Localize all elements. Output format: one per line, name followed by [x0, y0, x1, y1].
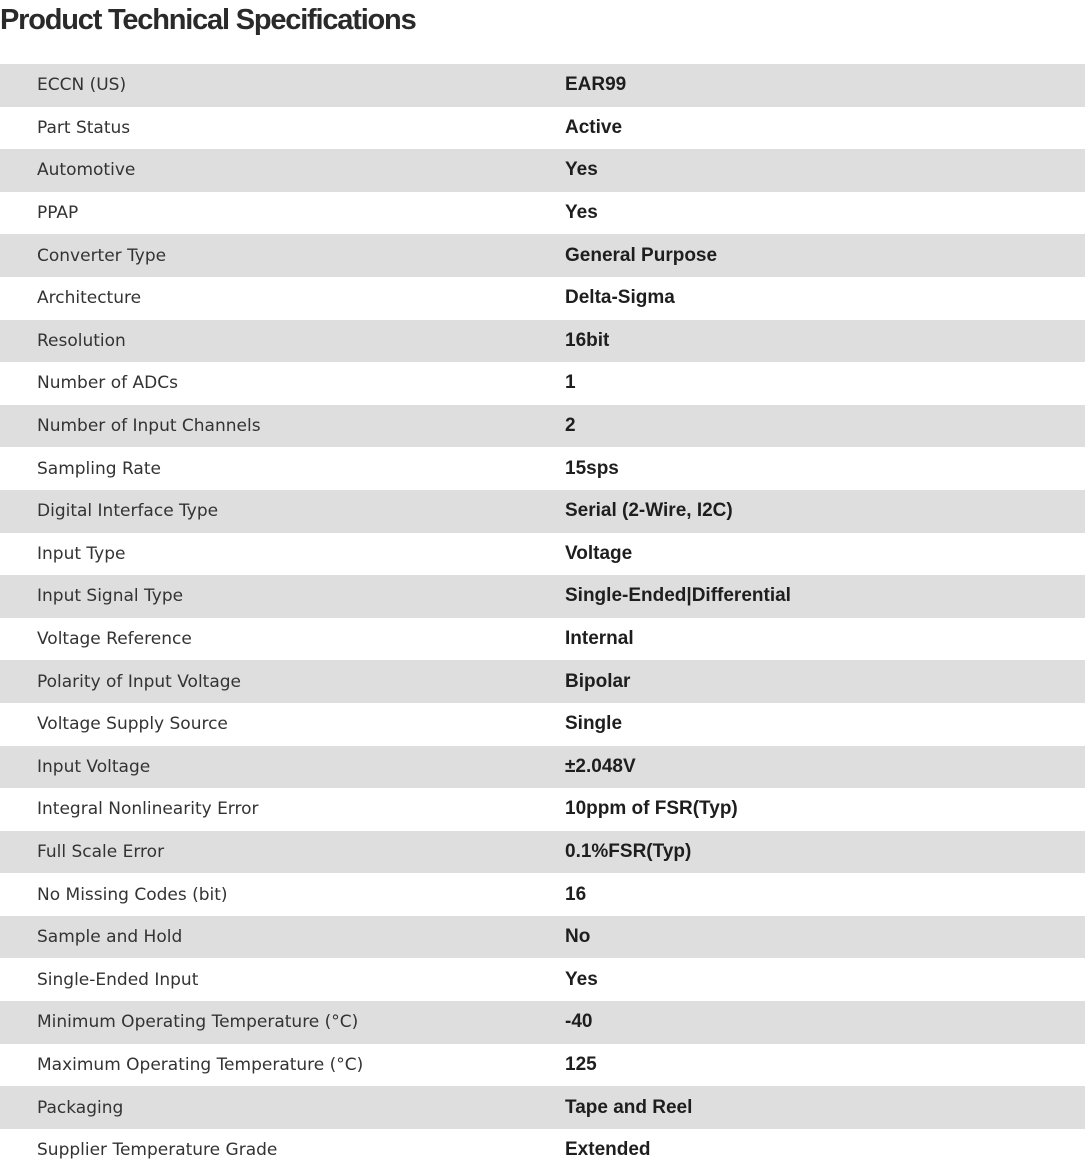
table-row [0, 1044, 1085, 1087]
table-row [0, 1001, 1085, 1044]
spec-label: Integral Nonlinearity Error [0, 788, 565, 831]
table-row [0, 64, 1085, 107]
spec-label: Polarity of Input Voltage [0, 660, 565, 703]
spec-value: Voltage [565, 533, 1085, 576]
spec-value: Yes [565, 149, 1085, 192]
table-row [0, 107, 1085, 150]
spec-value: Yes [565, 192, 1085, 235]
spec-value: General Purpose [565, 234, 1085, 277]
spec-label: Number of ADCs [0, 362, 565, 405]
table-row [0, 746, 1085, 789]
table-row [0, 703, 1085, 746]
spec-label: PPAP [0, 192, 565, 235]
spec-value: 16 [565, 873, 1085, 916]
spec-label: Sample and Hold [0, 916, 565, 959]
spec-value: Serial (2-Wire, I2C) [565, 490, 1085, 533]
spec-value: 10ppm of FSR(Typ) [565, 788, 1085, 831]
spec-label: Part Status [0, 107, 565, 150]
table-row [0, 405, 1085, 448]
spec-value: No [565, 916, 1085, 959]
spec-value: Single-Ended|Differential [565, 575, 1085, 618]
table-row [0, 831, 1085, 874]
spec-label: Resolution [0, 320, 565, 363]
table-row [0, 958, 1085, 1001]
spec-table [0, 64, 1085, 1171]
spec-label: Automotive [0, 149, 565, 192]
spec-value: Active [565, 107, 1085, 150]
spec-value: Internal [565, 618, 1085, 661]
table-row [0, 362, 1085, 405]
page-title: Product Technical Specifications [0, 4, 416, 36]
spec-value: Delta-Sigma [565, 277, 1085, 320]
table-row [0, 788, 1085, 831]
spec-label: ECCN (US) [0, 64, 565, 107]
spec-label: Packaging [0, 1086, 565, 1129]
spec-label: Single-Ended Input [0, 958, 565, 1001]
spec-value: Tape and Reel [565, 1086, 1085, 1129]
spec-label: Input Signal Type [0, 575, 565, 618]
spec-value: -40 [565, 1001, 1085, 1044]
table-row [0, 660, 1085, 703]
spec-label: Voltage Reference [0, 618, 565, 661]
table-row [0, 575, 1085, 618]
spec-value: Yes [565, 958, 1085, 1001]
spec-value: 16bit [565, 320, 1085, 363]
spec-label: Converter Type [0, 234, 565, 277]
table-row [0, 320, 1085, 363]
spec-label: No Missing Codes (bit) [0, 873, 565, 916]
table-row [0, 618, 1085, 661]
table-row [0, 1086, 1085, 1129]
spec-value: 1 [565, 362, 1085, 405]
spec-label: Supplier Temperature Grade [0, 1129, 565, 1171]
table-row [0, 490, 1085, 533]
spec-value: ±2.048V [565, 746, 1085, 789]
table-row [0, 192, 1085, 235]
spec-value: Extended [565, 1129, 1085, 1171]
spec-label: Maximum Operating Temperature (°C) [0, 1044, 565, 1087]
spec-value: 125 [565, 1044, 1085, 1087]
spec-value: Single [565, 703, 1085, 746]
spec-label: Minimum Operating Temperature (°C) [0, 1001, 565, 1044]
table-row [0, 533, 1085, 576]
spec-label: Number of Input Channels [0, 405, 565, 448]
spec-label: Input Voltage [0, 746, 565, 789]
spec-label: Input Type [0, 533, 565, 576]
spec-label: Digital Interface Type [0, 490, 565, 533]
spec-label: Voltage Supply Source [0, 703, 565, 746]
spec-label: Architecture [0, 277, 565, 320]
spec-value: 2 [565, 405, 1085, 448]
table-row [0, 277, 1085, 320]
spec-label: Full Scale Error [0, 831, 565, 874]
table-row [0, 234, 1085, 277]
spec-value: 0.1%FSR(Typ) [565, 831, 1085, 874]
spec-value: Bipolar [565, 660, 1085, 703]
spec-label: Sampling Rate [0, 447, 565, 490]
table-row [0, 873, 1085, 916]
table-row [0, 916, 1085, 959]
table-row [0, 447, 1085, 490]
spec-value: EAR99 [565, 64, 1085, 107]
spec-value: 15sps [565, 447, 1085, 490]
table-row [0, 149, 1085, 192]
